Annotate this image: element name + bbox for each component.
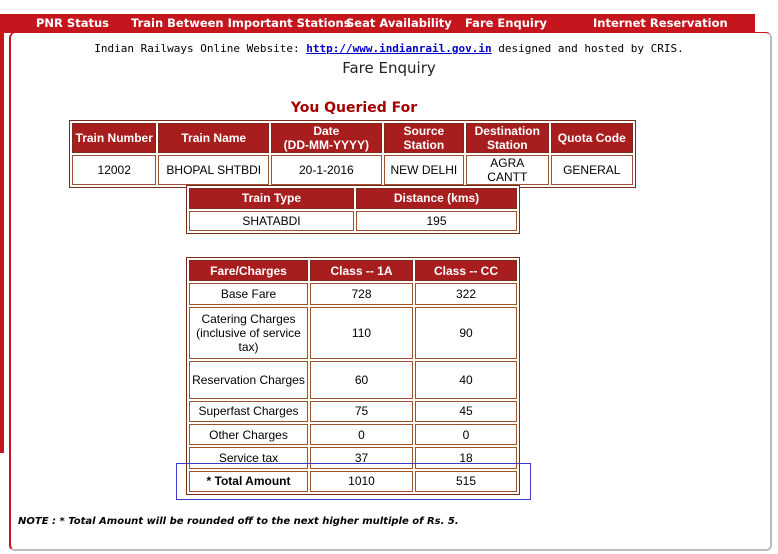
charge-label: Superfast Charges <box>189 401 308 422</box>
charge-label: Service tax <box>189 447 308 468</box>
col-class-1a: Class -- 1A <box>310 260 413 281</box>
query-header-row <box>72 123 633 153</box>
nav-seat-availability[interactable]: Seat Availability <box>346 16 452 30</box>
charge-cc: 18 <box>415 447 517 468</box>
nav-internet-reservation[interactable]: Internet Reservation <box>593 16 728 30</box>
total-label: * Total Amount <box>189 471 308 492</box>
indianrail-link[interactable]: http://www.indianrail.gov.in <box>306 42 492 55</box>
train-type-header-row <box>189 188 517 209</box>
charge-cc: 322 <box>415 283 517 304</box>
fare-row <box>189 283 517 304</box>
credit-prefix: Indian Railways Online Website: <box>94 42 300 55</box>
train-type-value-row <box>189 211 517 232</box>
charge-1a: 0 <box>310 424 413 445</box>
col-train-number: Train Number <box>72 123 156 153</box>
site-credit <box>0 42 778 55</box>
query-table <box>69 120 636 188</box>
train-type-value: SHATABDI <box>189 211 354 232</box>
fare-row <box>189 361 517 399</box>
total-highlight-box <box>176 463 531 500</box>
col-quota-code: Quota Code <box>551 123 633 153</box>
col-source-station: Source Station <box>384 123 464 153</box>
col-train-name: Train Name <box>158 123 269 153</box>
col-destination-station: Destination Station <box>466 123 548 153</box>
charge-1a: 60 <box>310 361 413 399</box>
charge-cc: 40 <box>415 361 517 399</box>
queried-heading: You Queried For <box>290 100 418 116</box>
quota-code-value: GENERAL <box>551 155 633 185</box>
fare-row <box>189 401 517 422</box>
col-date: Date (DD-MM-YYYY) <box>271 123 382 153</box>
charge-1a: 110 <box>310 307 413 359</box>
fare-table <box>186 257 520 495</box>
credit-suffix: designed and hosted by CRIS. <box>498 42 684 55</box>
train-number-value: 12002 <box>72 155 156 185</box>
distance-value: 195 <box>356 211 517 232</box>
total-1a: 1010 <box>310 471 413 492</box>
col-train-type: Train Type <box>189 188 354 209</box>
left-accent-bar <box>0 33 4 453</box>
charge-1a: 37 <box>310 447 413 468</box>
source-station-value: NEW DELHI <box>384 155 464 185</box>
fare-header-row <box>189 260 517 281</box>
total-cc: 515 <box>415 471 517 492</box>
nav-train-between-stations[interactable]: Train Between Important Stations <box>131 16 351 30</box>
col-fare-charges: Fare/Charges <box>189 260 308 281</box>
charge-label: Catering Charges (inclusive of service tax) <box>189 307 308 359</box>
col-class-cc: Class -- CC <box>415 260 517 281</box>
train-name-value: BHOPAL SHTBDI <box>158 155 269 185</box>
charge-cc: 90 <box>415 307 517 359</box>
top-nav <box>0 14 755 33</box>
nav-fare-enquiry[interactable]: Fare Enquiry <box>465 16 547 30</box>
rounding-note: NOTE : * Total Amount will be rounded off to the next higher multiple of Rs. 5. <box>18 516 459 527</box>
date-value: 20-1-2016 <box>271 155 382 185</box>
col-distance: Distance (kms) <box>356 188 517 209</box>
page-title: Fare Enquiry <box>342 59 436 77</box>
train-type-table <box>186 185 520 234</box>
query-value-row <box>72 155 633 185</box>
charge-label: Other Charges <box>189 424 308 445</box>
charge-cc: 0 <box>415 424 517 445</box>
charge-1a: 75 <box>310 401 413 422</box>
fare-row <box>189 307 517 359</box>
charge-label: Base Fare <box>189 283 308 304</box>
destination-station-value: AGRA CANTT <box>466 155 548 185</box>
nav-pnr-status[interactable]: PNR Status <box>36 16 109 30</box>
charge-cc: 45 <box>415 401 517 422</box>
charge-label: Reservation Charges <box>189 361 308 399</box>
fare-row <box>189 424 517 445</box>
charge-1a: 728 <box>310 283 413 304</box>
